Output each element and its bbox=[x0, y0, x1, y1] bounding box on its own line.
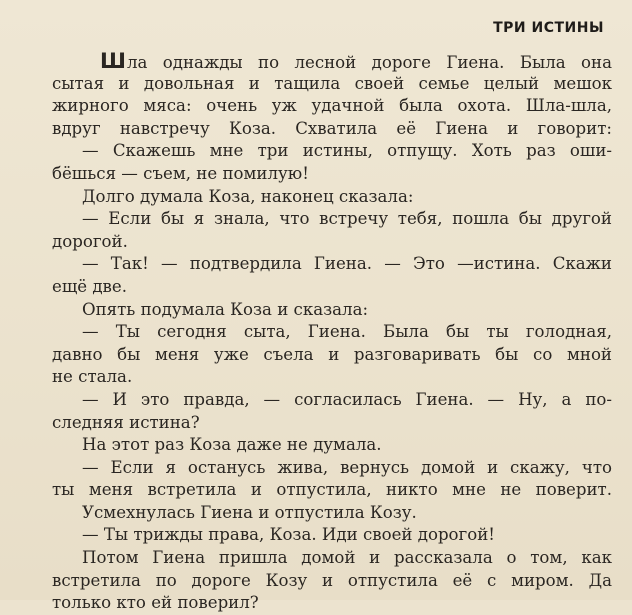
story-line: Усмехнулась Гиена и отпустила Козу. bbox=[82, 502, 417, 522]
story-line: дорогой. bbox=[52, 231, 128, 251]
story-line: — Так! — подтвердила Гиена. — Это —истина. Скажи bbox=[82, 254, 612, 274]
story-line: На этот раз Коза даже не думала. bbox=[82, 435, 382, 455]
story-line: — Ты сегодня сыта, Гиена. Была бы ты голодная, bbox=[82, 322, 612, 342]
story-line-text: ла однажды по лесной дороге Гиена. Была она bbox=[126, 53, 612, 72]
story-line: только кто ей поверил? bbox=[52, 593, 259, 613]
story-line: — И это правда, — согласилась Гиена. — Ну, а по- bbox=[82, 389, 612, 409]
story-line: не стала. bbox=[52, 367, 133, 387]
story-line: жирного мяса: очень уж удачной была охота. Шла-шла, bbox=[52, 96, 612, 116]
story-line: бёшься — съем, не помилую! bbox=[52, 163, 309, 183]
story-line bbox=[52, 50, 612, 73]
story-line: следняя истина? bbox=[52, 412, 200, 432]
story-line: сытая и довольная и тащила своей семье целый мешок bbox=[52, 73, 612, 93]
story-line: — Если бы я знала, что встречу тебя, пошла бы другой bbox=[82, 209, 612, 229]
story-line: Опять подумала Коза и сказала: bbox=[82, 299, 369, 319]
story-line: ты меня встретила и отпустила, никто мне не поверит. bbox=[52, 480, 612, 500]
story-line: встретила по дороге Козу и отпустила её с миром. Да bbox=[52, 570, 612, 590]
story-line: Долго думала Коза, наконец сказала: bbox=[82, 186, 414, 206]
story-line: Потом Гиена пришла домой и рассказала о том, как bbox=[82, 548, 612, 568]
story-text bbox=[52, 50, 612, 615]
story-line: давно бы меня уже съела и разговаривать бы со мной bbox=[52, 344, 612, 364]
running-head: ТРИ ИСТИНЫ bbox=[493, 20, 604, 36]
story-line: вдруг навстречу Коза. Схватила её Гиена и говорит: bbox=[52, 118, 612, 138]
story-line: — Если я останусь жива, вернусь домой и скажу, что bbox=[82, 457, 612, 477]
story-line: — Скажешь мне три истины, отпущу. Хоть раз оши- bbox=[82, 141, 612, 161]
story-line: ещё две. bbox=[52, 276, 127, 296]
drop-cap: Ш bbox=[100, 49, 127, 73]
story-line: — Ты трижды права, Коза. Иди своей дорогой! bbox=[82, 525, 495, 545]
